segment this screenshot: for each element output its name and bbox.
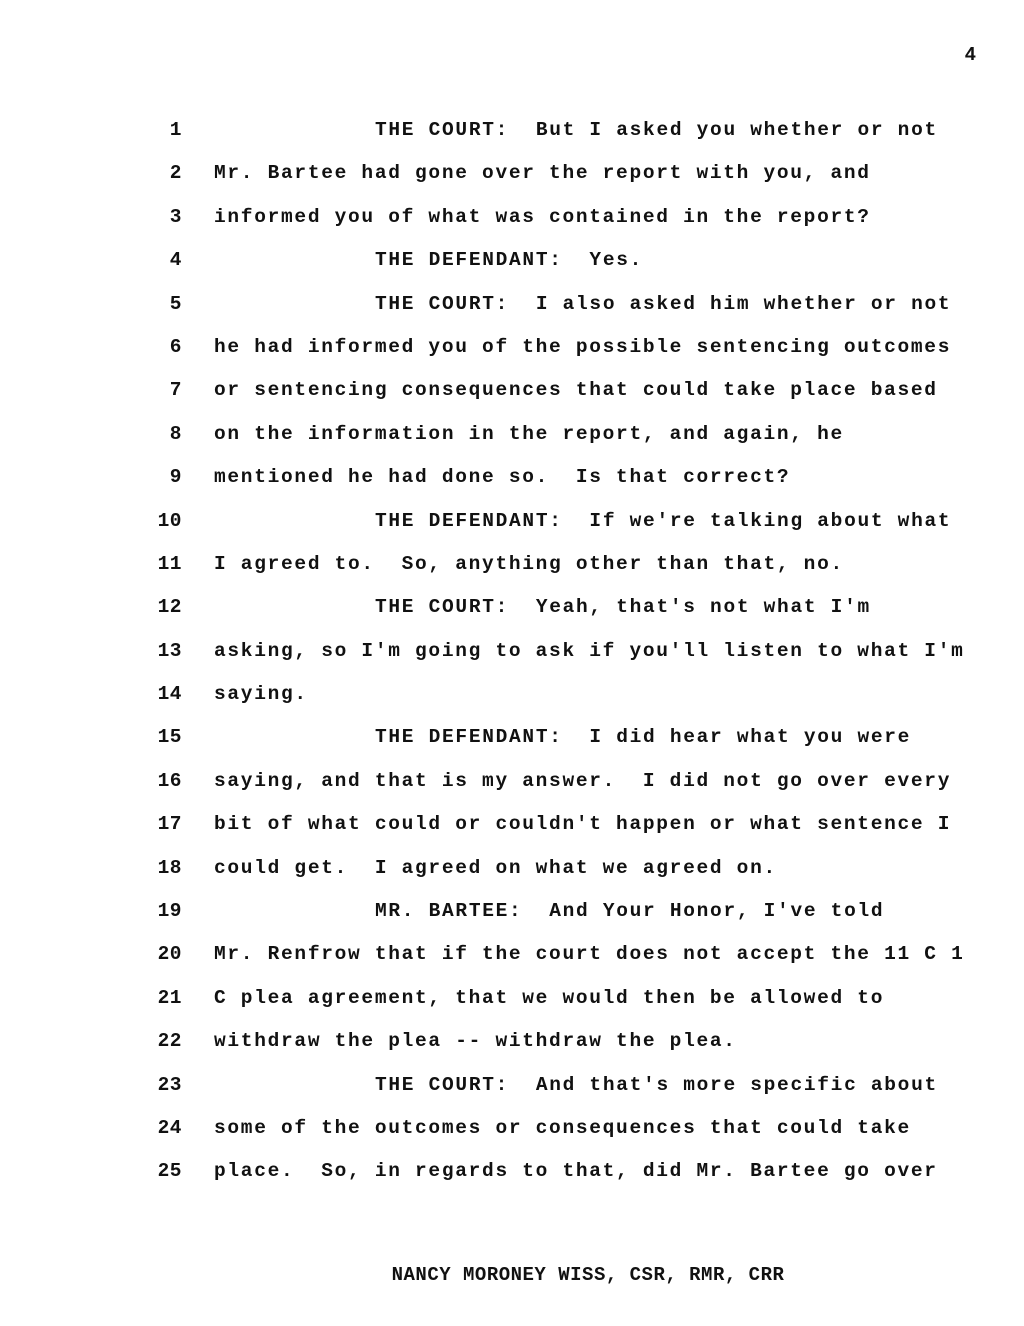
line-number: 21	[157, 986, 182, 1009]
line-text: C plea agreement, that we would then be allowed to	[214, 986, 885, 1009]
line-number: 23	[157, 1073, 182, 1096]
line-number: 12	[157, 596, 182, 619]
line-text: asking, so I'm going to ask if you'll listen to what I'm	[214, 639, 965, 662]
line-number: 7	[169, 379, 182, 402]
line-number: 3	[169, 205, 182, 228]
line-text: THE COURT: I also asked him whether or not	[375, 292, 952, 315]
line-text: withdraw the plea -- withdraw the plea.	[214, 1030, 737, 1053]
line-number: 10	[157, 509, 182, 532]
transcript-line	[0, 239, 1024, 282]
line-number: 17	[157, 813, 182, 836]
line-number: 16	[157, 769, 182, 792]
transcript-line	[0, 760, 1024, 803]
page-number: 4	[964, 44, 976, 66]
transcript-body	[0, 109, 1024, 1194]
transcript-line	[0, 413, 1024, 456]
line-number: 8	[169, 422, 182, 445]
line-text: saying, and that is my answer. I did not go over every	[214, 769, 952, 792]
line-text: THE COURT: Yeah, that's not what I'm	[375, 596, 871, 619]
transcript-line	[0, 933, 1024, 976]
transcript-line	[0, 586, 1024, 629]
line-number: 2	[169, 162, 182, 185]
line-number: 19	[157, 900, 182, 923]
line-text: MR. BARTEE: And Your Honor, I've told	[375, 900, 885, 923]
transcript-line	[0, 803, 1024, 846]
line-text: on the information in the report, and again, he	[214, 422, 844, 445]
transcript-line	[0, 152, 1024, 195]
line-text: informed you of what was contained in the report?	[214, 205, 871, 228]
line-text: could get. I agreed on what we agreed on.	[214, 856, 777, 879]
line-number: 6	[169, 335, 182, 358]
transcript-line	[0, 716, 1024, 759]
line-number: 1	[169, 119, 182, 141]
line-text: I agreed to. So, anything other than that, no.	[214, 552, 844, 575]
line-text: he had informed you of the possible sentencing outcomes	[214, 335, 952, 358]
line-number: 11	[157, 552, 182, 575]
transcript-line	[0, 1064, 1024, 1107]
line-number: 13	[157, 639, 182, 662]
transcript-line	[0, 500, 1024, 543]
transcript-line	[0, 369, 1024, 412]
transcript-line	[0, 890, 1024, 933]
transcript-line	[0, 673, 1024, 716]
line-number: 9	[169, 466, 182, 489]
transcript-line	[0, 456, 1024, 499]
transcript-line	[0, 847, 1024, 890]
line-text: THE COURT: And that's more specific about	[375, 1073, 938, 1096]
line-number: 24	[157, 1116, 182, 1139]
transcript-line	[0, 196, 1024, 239]
line-text: Mr. Renfrow that if the court does not accept the 11 C 1	[214, 943, 965, 966]
line-number: 15	[157, 726, 182, 749]
line-number: 22	[157, 1030, 182, 1053]
line-number: 18	[157, 856, 182, 879]
line-number: 20	[157, 943, 182, 966]
line-text: some of the outcomes or consequences that could take	[214, 1116, 911, 1139]
transcript-line	[0, 977, 1024, 1020]
transcript-line	[0, 326, 1024, 369]
transcript-line	[0, 1150, 1024, 1193]
transcript-line	[0, 1107, 1024, 1150]
line-number: 4	[169, 249, 182, 272]
line-text: place. So, in regards to that, did Mr. Bartee go over	[214, 1160, 938, 1183]
line-text: or sentencing consequences that could take place based	[214, 379, 938, 402]
line-number: 25	[157, 1160, 182, 1183]
reporter-footer: NANCY MORONEY WISS, CSR, RMR, CRR	[391, 1264, 785, 1286]
transcript-line	[0, 109, 1024, 152]
line-number: 14	[157, 683, 182, 706]
line-text: saying.	[214, 683, 308, 706]
transcript-line	[0, 543, 1024, 586]
line-text: Mr. Bartee had gone over the report with you, and	[214, 162, 871, 185]
transcript-line	[0, 1020, 1024, 1063]
line-text: THE DEFENDANT: If we're talking about what	[375, 509, 952, 532]
line-text: mentioned he had done so. Is that correct?	[214, 466, 791, 489]
line-text: bit of what could or couldn't happen or what sentence I	[214, 813, 952, 836]
line-text: THE DEFENDANT: Yes.	[375, 249, 644, 272]
transcript-line	[0, 630, 1024, 673]
transcript-line	[0, 283, 1024, 326]
line-number: 5	[169, 292, 182, 315]
line-text: THE COURT: But I asked you whether or not	[375, 119, 938, 141]
line-text: THE DEFENDANT: I did hear what you were	[375, 726, 912, 749]
